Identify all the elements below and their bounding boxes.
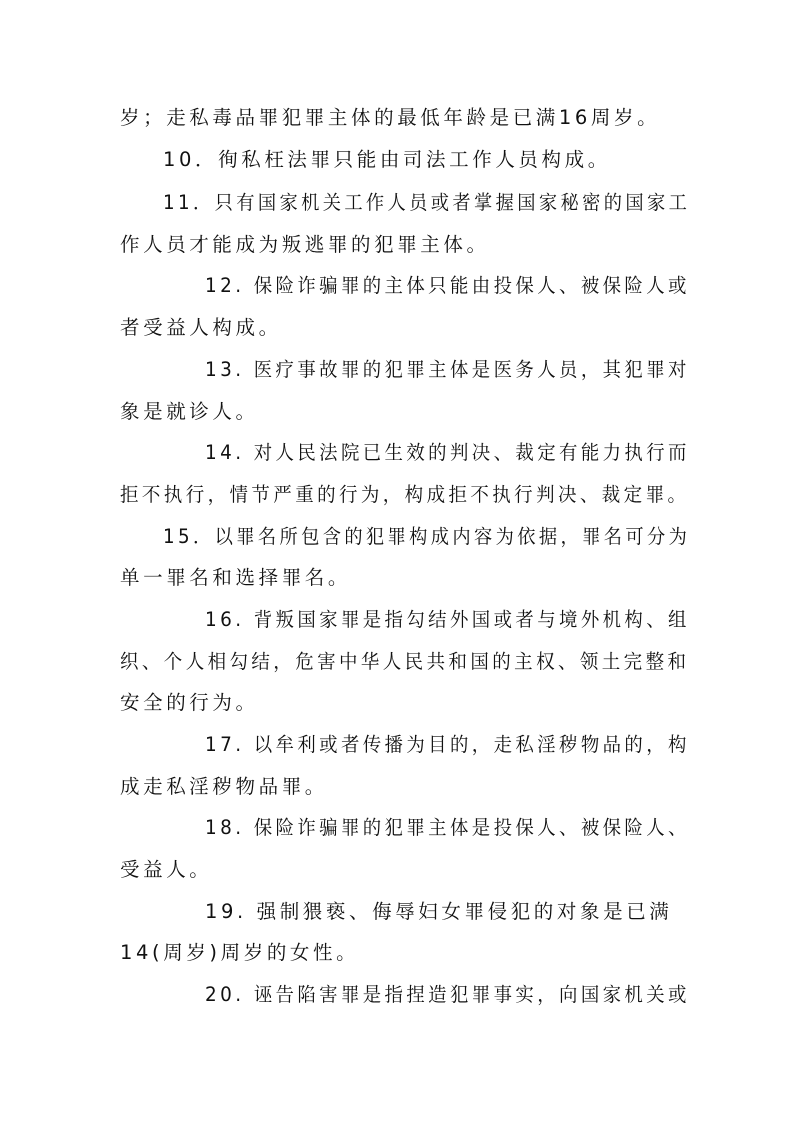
text-line: 16. 背叛国家罪是指勾结外国或者与境外机构、组 [205, 608, 690, 631]
text-line: 19. 强制猥亵、侮辱妇女罪侵犯的对象是已满 [205, 900, 673, 923]
text-line: 织、个人相勾结，危害中华人民共和国的主权、领土完整和 [120, 650, 690, 673]
text-line: 者受益人构成。 [120, 316, 282, 339]
text-line: 象是就诊人。 [120, 400, 259, 423]
text-line: 20. 诬告陷害罪是指捏造犯罪事实，向国家机关或 [205, 983, 690, 1006]
text-line: 18. 保险诈骗罪的犯罪主体是投保人、被保险人、 [205, 816, 690, 839]
text-line: 受益人。 [120, 858, 213, 881]
text-line: 10．徇私枉法罪只能由司法工作人员构成。 [163, 148, 611, 171]
text-line: 13. 医疗事故罪的犯罪主体是医务人员，其犯罪对 [205, 358, 690, 381]
text-line: 11．只有国家机关工作人员或者掌握国家秘密的国家工 [163, 191, 691, 214]
text-line: 14. 对人民法院已生效的判决、裁定有能力执行而 [205, 441, 690, 464]
text-line: 单一罪名和选择罪名。 [120, 566, 352, 589]
text-line: 作人员才能成为叛逃罪的犯罪主体。 [120, 233, 490, 256]
text-line: 拒不执行，情节严重的行为，构成拒不执行判决、裁定罪。 [120, 483, 690, 506]
text-line: 成走私淫秽物品罪。 [120, 775, 328, 798]
text-line: 17. 以牟利或者传播为目的，走私淫秽物品的，构 [205, 733, 690, 756]
text-line: 15．以罪名所包含的犯罪构成内容为依据，罪名可分为 [163, 525, 691, 548]
text-line: 安全的行为。 [120, 691, 259, 714]
text-line: 12. 保险诈骗罪的主体只能由投保人、被保险人或 [205, 274, 690, 297]
text-line: 14(周岁)周岁的女性。 [120, 941, 360, 964]
text-line: 岁；走私毒品罪犯罪主体的最低年龄是已满16周岁。 [120, 106, 661, 129]
